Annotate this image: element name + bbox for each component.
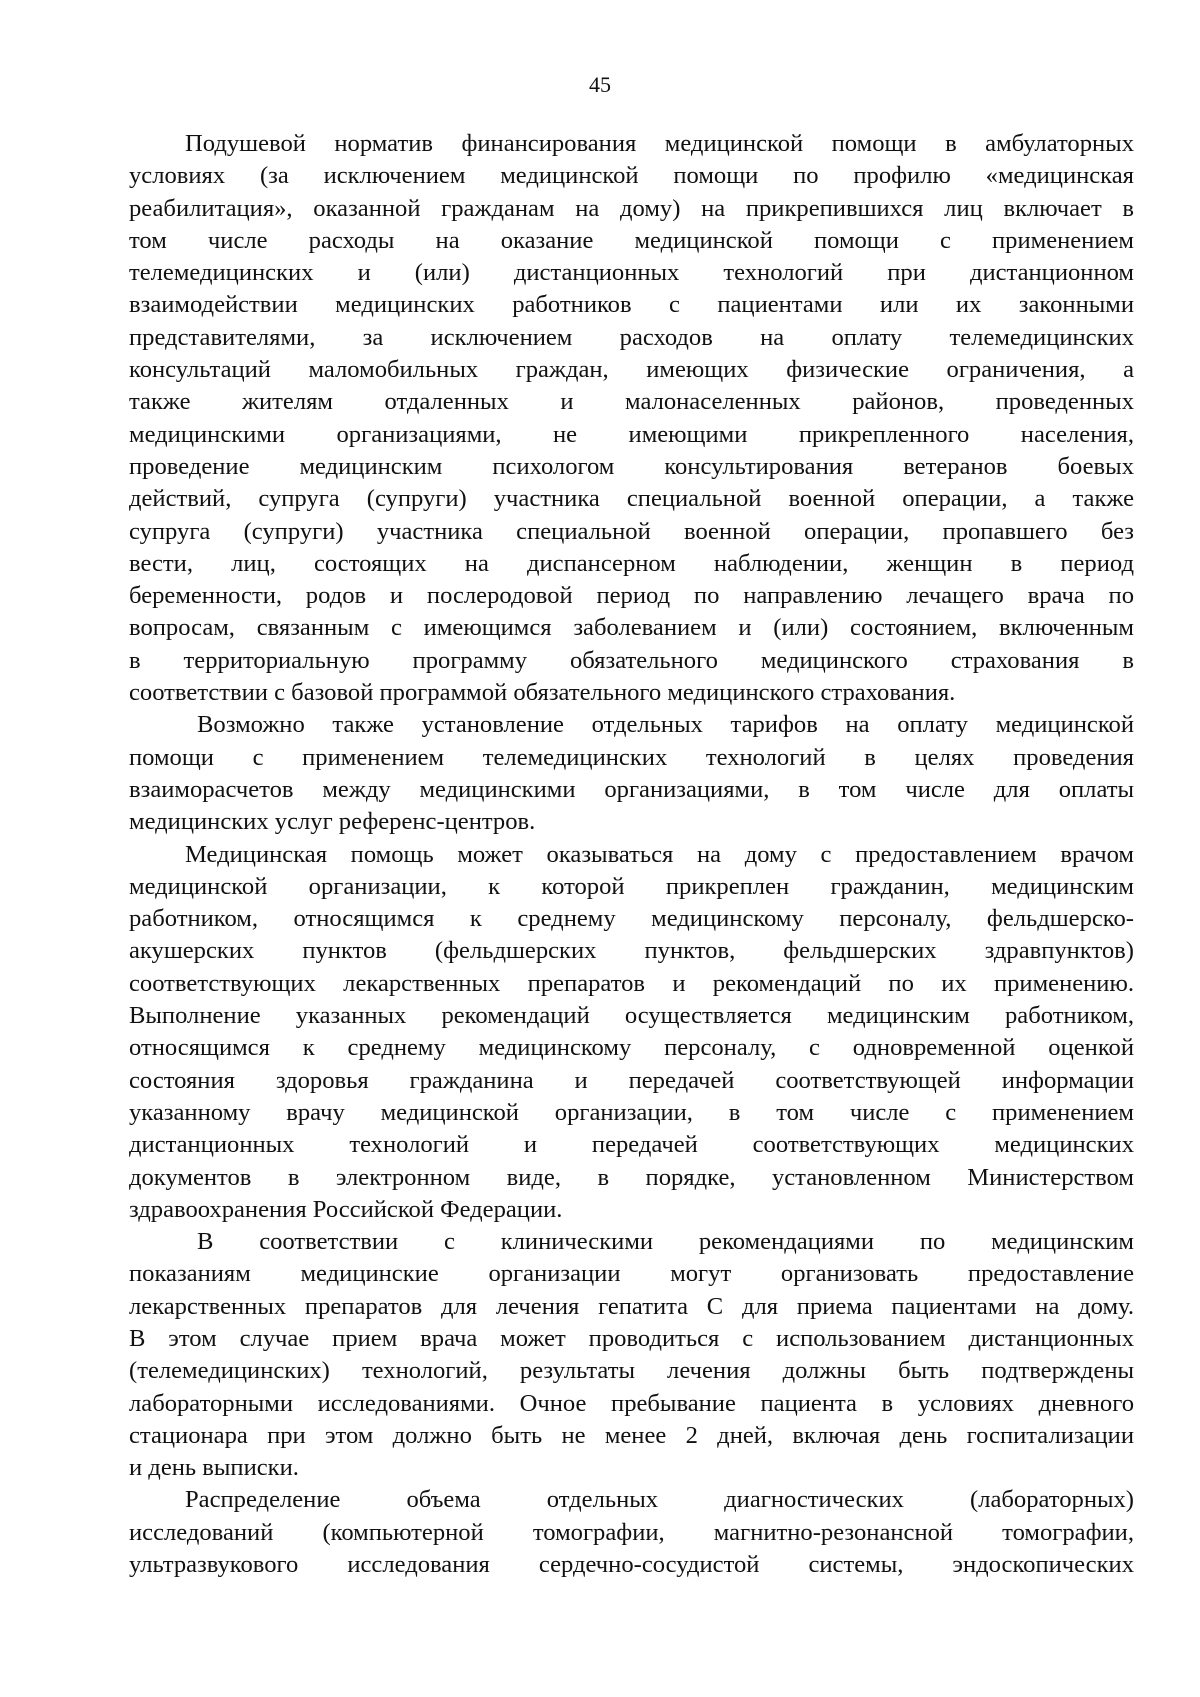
text-line: Возможно также установление отдельных тарифов на оплату медицинской xyxy=(197,711,1134,739)
text-line: ультразвукового исследования сердечно-сосудистой системы, эндоскопических xyxy=(129,1551,1134,1579)
text-line: и день выписки. xyxy=(129,1454,299,1482)
text-line: указанному врачу медицинской организации, в том числе с применением xyxy=(129,1098,1134,1126)
text-line: Медицинская помощь может оказываться на дому с предоставлением врачом xyxy=(185,840,1134,868)
text-line: акушерских пунктов (фельдшерских пунктов, фельдшерских здравпунктов) xyxy=(129,937,1134,965)
text-line: консультаций маломобильных граждан, имеющих физические ограничения, а xyxy=(129,356,1134,384)
document-body xyxy=(129,128,1134,1581)
page-number: 45 xyxy=(589,72,611,97)
paragraph xyxy=(129,1226,1134,1484)
text-line: том числе расходы на оказание медицинской помощи с применением xyxy=(129,226,1134,254)
text-line: беременности, родов и послеродовой период по направлению лечащего врача по xyxy=(129,582,1134,610)
text-line: вопросам, связанным с имеющимся заболеванием и (или) состоянием, включенным xyxy=(129,614,1134,642)
paragraph xyxy=(129,128,1134,709)
text-line: в территориальную программу обязательного медицинского страхования в xyxy=(129,646,1134,674)
text-line: лабораторными исследованиями. Очное пребывание пациента в условиях дневного xyxy=(129,1389,1134,1417)
text-line: вести, лиц, состоящих на диспансерном наблюдении, женщин в период xyxy=(129,549,1134,577)
text-line: условиях (за исключением медицинской помощи по профилю «медицинская xyxy=(129,162,1134,190)
text-line: взаимодействии медицинских работников с пациентами или их законными xyxy=(129,291,1134,319)
text-line: работником, относящимся к среднему медицинскому персоналу, фельдшерско- xyxy=(129,905,1134,933)
text-line: взаиморасчетов между медицинскими организациями, в том числе для оплаты xyxy=(129,775,1134,803)
text-line: В соответствии с клиническими рекомендациями по медицинским xyxy=(197,1228,1134,1256)
text-line: соответствии с базовой программой обязательного медицинского страхования. xyxy=(129,679,956,707)
text-line: Выполнение указанных рекомендаций осуществляется медицинским работником, xyxy=(129,1002,1134,1030)
text-line: супруга (супруги) участника специальной военной операции, пропавшего без xyxy=(129,517,1134,545)
text-line: В этом случае прием врача может проводиться с использованием дистанционных xyxy=(129,1324,1134,1352)
text-line: действий, супруга (супруги) участника специальной военной операции, а также xyxy=(129,485,1134,513)
text-line: относящимся к среднему медицинскому персоналу, с одновременной оценкой xyxy=(129,1034,1134,1062)
paragraph xyxy=(129,839,1134,1227)
text-line: реабилитация», оказанной гражданам на дому) на прикрепившихся лиц включает в xyxy=(129,194,1134,222)
text-line: медицинских услуг референс-центров. xyxy=(129,808,536,836)
text-line: состояния здоровья гражданина и передачей соответствующей информации xyxy=(129,1066,1134,1094)
text-line: телемедицинских и (или) дистанционных технологий при дистанционном xyxy=(129,259,1134,287)
text-line: документов в электронном виде, в порядке, установленном Министерством xyxy=(129,1163,1134,1191)
text-line: дистанционных технологий и передачей соответствующих медицинских xyxy=(129,1131,1134,1159)
text-line: стационара при этом должно быть не менее 2 дней, включая день госпитализации xyxy=(129,1421,1134,1449)
text-line: Подушевой норматив финансирования медицинской помощи в амбулаторных xyxy=(185,130,1134,157)
text-line: соответствующих лекарственных препаратов и рекомендаций по их применению. xyxy=(129,969,1134,997)
text-line: представителями, за исключением расходов на оплату телемедицинских xyxy=(129,323,1134,351)
text-line: исследований (компьютерной томографии, магнитно-резонансной томографии, xyxy=(129,1518,1134,1546)
text-line: (телемедицинских) технологий, результаты лечения должны быть подтверждены xyxy=(129,1357,1134,1385)
text-line: помощи с применением телемедицинских технологий в целях проведения xyxy=(129,743,1134,771)
text-line: здравоохранения Российской Федерации. xyxy=(129,1195,563,1223)
text-line: медицинскими организациями, не имеющими прикрепленного населения, xyxy=(129,420,1134,448)
text-line: проведение медицинским психологом консультирования ветеранов боевых xyxy=(129,452,1134,480)
text-line: медицинской организации, к которой прикреплен гражданин, медицинским xyxy=(129,872,1134,900)
paragraph xyxy=(129,1484,1134,1581)
text-line: Распределение объема отдельных диагностических (лабораторных) xyxy=(185,1486,1134,1514)
text-line: лекарственных препаратов для лечения гепатита С для приема пациентами на дому. xyxy=(129,1292,1134,1320)
text-line: показаниям медицинские организации могут организовать предоставление xyxy=(129,1260,1134,1288)
paragraph xyxy=(129,709,1134,838)
text-line: также жителям отдаленных и малонаселенных районов, проведенных xyxy=(129,388,1134,416)
